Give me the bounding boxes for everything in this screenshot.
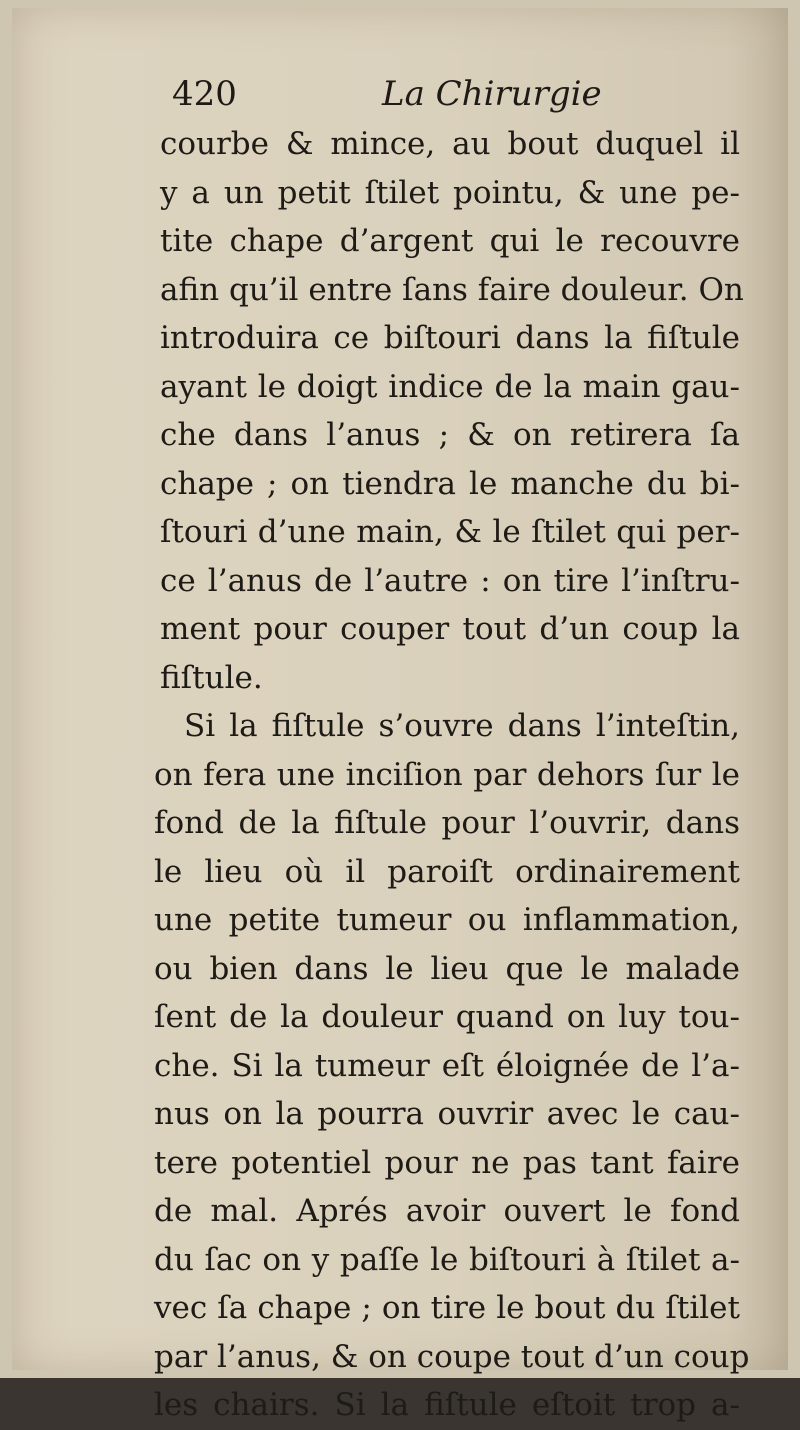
text-line: fiſtule. — [160, 659, 263, 696]
text-line: le lieu où il paroiſt ordinairement — [154, 853, 740, 890]
text-line: ment pour couper tout d’un coup la — [160, 611, 740, 647]
text-line: y a un petit ſtilet pointu, & une pe- — [160, 174, 740, 211]
text-line: che dans l’anus ; & on retirera ſa — [160, 417, 740, 453]
body-text — [140, 120, 750, 1430]
text-line: ou bien dans le lieu que le malade — [154, 950, 740, 987]
text-line: fond de la fiſtule pour l’ouvrir, dans — [154, 805, 740, 841]
text-line: ſtouri d’une main, & le ſtilet qui per- — [160, 514, 740, 550]
text-line: on fera une inciſion par dehors ſur le — [154, 756, 740, 793]
text-line: che. Si la tumeur eſt éloignée de l’a- — [154, 1047, 740, 1084]
text-line: tite chape d’argent qui le recouvre — [160, 223, 740, 259]
text-line: ce l’anus de l’autre : on tire l’inſtru- — [160, 562, 740, 599]
text-line: de mal. Aprés avoir ouvert le fond — [154, 1193, 740, 1229]
text-line: nus on la pourra ouvrir avec le cau- — [154, 1096, 740, 1132]
text-line: vec ſa chape ; on tire le bout du ſtilet — [154, 1290, 740, 1326]
text-line: tere potentiel pour ne pas tant faire — [154, 1144, 740, 1181]
text-line: les chairs. Si la fiſtule eſtoit trop a- — [154, 1387, 740, 1423]
text-line: ſent de la douleur quand on luy tou- — [154, 999, 740, 1035]
text-line: courbe & mince, au bout duquel il — [160, 126, 740, 162]
running-head — [172, 72, 732, 116]
running-title: La Chirurgie — [382, 74, 602, 114]
page-number: 420 — [172, 74, 237, 114]
text-line: par l’anus, & on coupe tout d’un coup — [154, 1338, 750, 1375]
text-line: une petite tumeur ou inflammation, — [154, 902, 740, 938]
text-line: afin qu’il entre ſans faire douleur. On — [160, 271, 744, 308]
paragraph-start-line: Si la fiſtule s’ouvre dans l’inteſtin, — [184, 708, 740, 744]
text-line: du ſac on y paſſe le biſtouri à ſtilet a- — [154, 1241, 740, 1278]
text-line: introduira ce biſtouri dans la fiſtule — [160, 320, 740, 356]
text-line: ayant le doigt indice de la main gau- — [160, 368, 740, 405]
text-line: chape ; on tiendra le manche du bi- — [160, 465, 740, 502]
